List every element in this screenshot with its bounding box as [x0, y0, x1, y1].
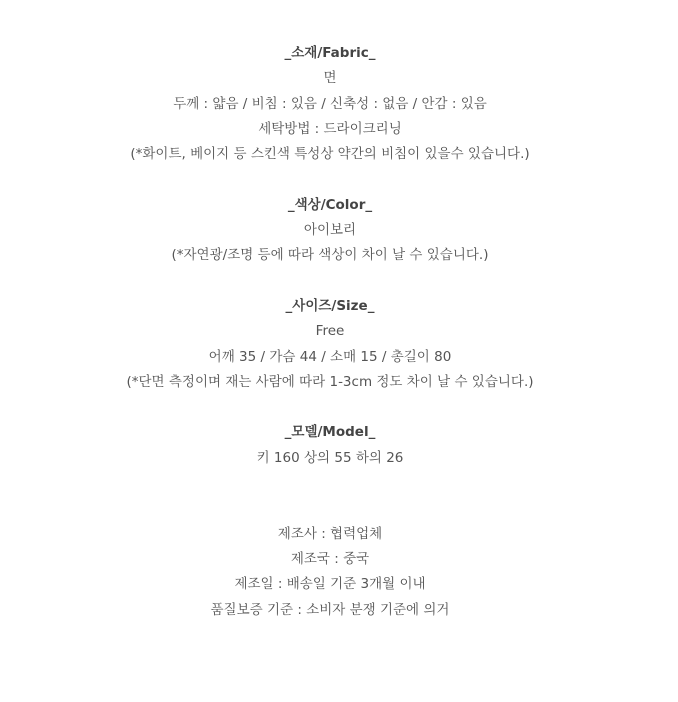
model-value: 키 160 상의 55 하의 26 [256, 449, 404, 466]
fabric-washing-method: 세탁방법 : 드라이크리닝 [258, 120, 402, 137]
fabric-note: (*화이트, 베이지 등 스킨색 특성상 약간의 비침이 있을수 있습니다.) [130, 146, 530, 163]
fabric-section [0, 41, 660, 167]
quality-warranty: 품질보증 기준 : 소비자 분쟁 기준에 의거 [210, 601, 450, 618]
model-heading: _모델/Model_ [284, 424, 376, 441]
size-value: Free [315, 323, 345, 340]
model-section [0, 420, 660, 471]
section-spacer [0, 269, 660, 294]
section-spacer [0, 471, 660, 522]
fabric-heading: _소재/Fabric_ [284, 45, 376, 61]
color-note: (*자연광/조명 등에 따라 색상이 차이 날 수 있습니다.) [171, 247, 489, 264]
section-spacer [0, 395, 660, 420]
size-section [0, 294, 660, 395]
fabric-properties: 두께 : 얇음 / 비침 : 있음 / 신축성 : 없음 / 안감 : 있음 [173, 95, 487, 112]
size-measurements: 어깨 35 / 가슴 44 / 소매 15 / 총길이 80 [208, 348, 452, 365]
color-value: 아이보리 [303, 222, 357, 239]
manufacture-date: 제조일 : 배송일 기준 3개월 이내 [234, 576, 426, 593]
section-spacer [0, 167, 660, 192]
manufacturing-info-section [0, 522, 660, 623]
country-of-origin: 제조국 : 중국 [290, 550, 370, 567]
product-details [0, 41, 660, 623]
color-section [0, 193, 660, 269]
manufacturer: 제조사 : 협력업체 [277, 525, 383, 542]
color-heading: _색상/Color_ [287, 196, 373, 213]
size-note: (*단면 측정이며 재는 사람에 따라 1-3cm 정도 차이 날 수 있습니다.) [126, 373, 534, 390]
size-heading: _사이즈/Size_ [285, 297, 375, 314]
fabric-material: 면 [323, 70, 337, 87]
